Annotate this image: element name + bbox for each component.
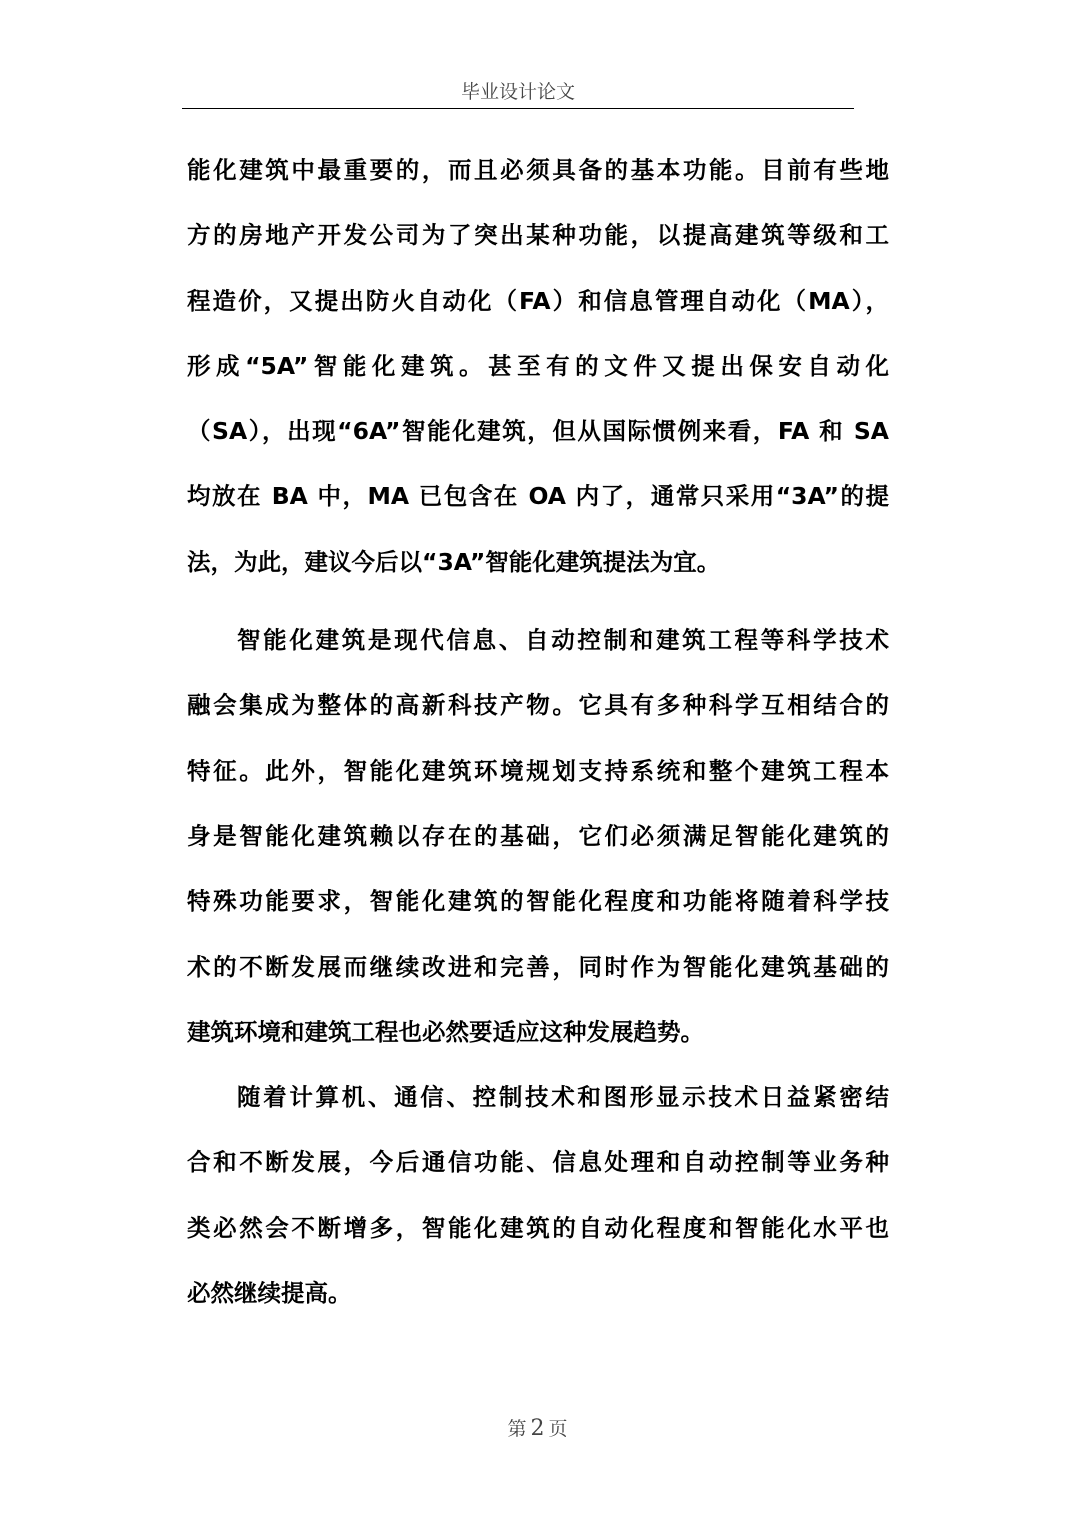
page-number-prefix: 第 [507,1418,527,1440]
text-line: 智能化建筑是现代信息、自动控制和建筑工程等科学技术 [237,626,889,655]
text-line: 均放在 BA 中，MA 已包含在 OA 内了，通常只采用“3A”的提 [187,482,889,511]
header-divider [182,108,854,109]
body-text [187,138,889,1326]
text-line: 类必然会不断增多，智能化建筑的自动化程度和智能化水平也 [187,1213,889,1242]
text-line: 特征。此外，智能化建筑环境规划支持系统和整个建筑工程本 [187,756,889,785]
text-line: （SA），出现“6A”智能化建筑，但从国际惯例来看，FA 和 SA [187,417,889,446]
text-line: 法，为此，建议今后以“3A”智能化建筑提法为宜。 [187,547,721,576]
text-line: 随着计算机、通信、控制技术和图形显示技术日益紧密结 [237,1083,889,1112]
text-line: 能化建筑中最重要的，而且必须具备的基本功能。目前有些地 [187,156,889,184]
text-line: 形成“5A”智能化建筑。甚至有的文件又提出保安自动化 [187,351,889,380]
text-line: 程造价，又提出防火自动化（FA）和信息管理自动化（MA）， [187,286,889,315]
page-header: 毕业设计论文 [460,81,575,103]
text-line: 身是智能化建筑赖以存在的基础，它们必须满足智能化建筑的 [187,821,889,850]
page-number-suffix: 页 [548,1418,568,1440]
paragraph-3 [187,1065,889,1326]
text-line: 方的房地产开发公司为了突出某种功能，以提高建筑等级和工 [187,221,889,250]
paragraph-2 [187,608,889,1065]
paragraph-1 [187,138,889,595]
page-footer [0,1414,1075,1444]
text-line: 特殊功能要求，智能化建筑的智能化程度和功能将随着科学技 [187,887,889,916]
text-line: 必然继续提高。 [187,1279,352,1308]
text-line: 术的不断发展而继续改进和完善，同时作为智能化建筑基础的 [187,952,889,981]
page-number: 2 [530,1416,545,1441]
text-line: 建筑环境和建筑工程也必然要适应这种发展趋势。 [187,1017,704,1046]
text-line: 融会集成为整体的高新科技产物。它具有多种科学互相结合的 [187,691,889,720]
text-line: 合和不断发展，今后通信功能、信息处理和自动控制等业务种 [187,1148,889,1177]
